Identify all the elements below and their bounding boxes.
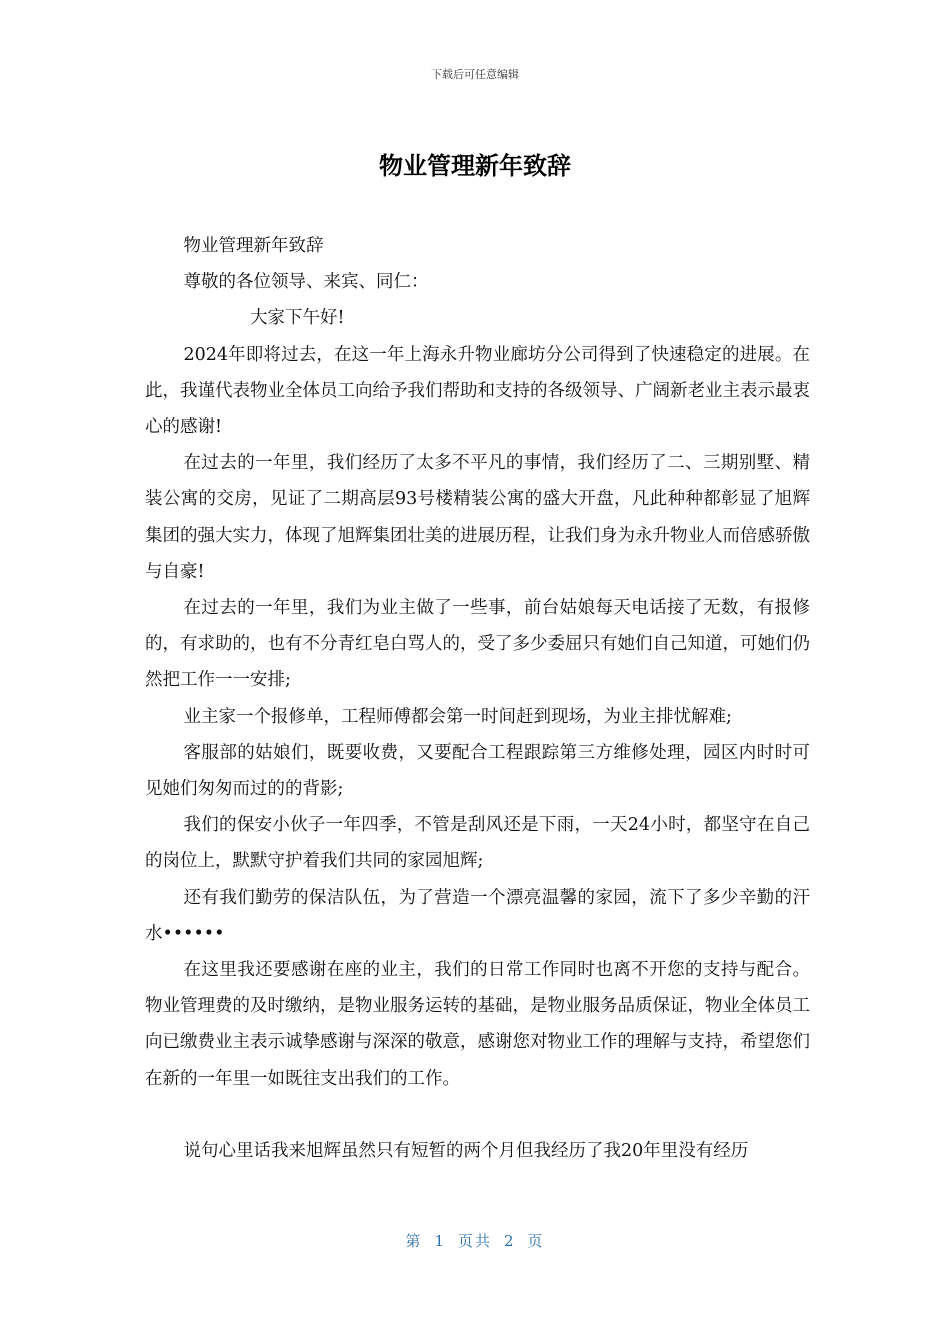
document-title: 物业管理新年致辞	[379, 152, 571, 180]
paragraph: 在过去的一年里，我们经历了太多不平凡的事情，我们经历了二、三期别墅、精装公寓的交房，见证了二期高层93号楼精装公寓的盛大开盘，凡此种种都彰显了旭辉集团的强大实力，体现了旭辉集团壮美的进展历程，让我们身为永升物业人而倍感骄傲与自豪!	[145, 453, 810, 582]
paragraph: 在过去的一年里，我们为业主做了一些事，前台姑娘每天电话接了无数，有报修的，有求助的，也有不分青红皂白骂人的，受了多少委屈只有她们自己知道，可她们仍然把工作一一安排;	[145, 598, 810, 691]
document-body	[145, 228, 810, 1169]
footer-total-pages: 2	[504, 1232, 516, 1250]
footer-suffix: 页	[527, 1232, 545, 1250]
footer-mid: 页共	[457, 1232, 492, 1250]
paragraph: 在这里我还要感谢在座的业主，我们的日常工作同时也离不开您的支持与配合。物业管理费的及时缴纳，是物业服务运转的基础，是物业服务品质保证，物业全体员工向已缴费业主表示诚挚感谢与深深的敬意，感谢您对物业工作的理解与支持，希望您们在新的一年里一如既往支出我们的工作。	[145, 960, 810, 1089]
page-footer	[0, 1230, 950, 1251]
paragraph: 我们的保安小伙子一年四季，不管是刮风还是下雨，一天24小时，都坚守在自己的岗位上，默默守护着我们共同的家园旭辉;	[145, 815, 810, 872]
header-note: 下载后可任意编辑	[431, 68, 519, 81]
paragraph: 客服部的姑娘们，既要收费，又要配合工程跟踪第三方维修处理，园区内时时可见她们匆匆而过的的背影;	[145, 742, 810, 800]
paragraph-subtitle: 物业管理新年致辞	[183, 236, 324, 256]
paragraph: 还有我们勤劳的保洁队伍，为了营造一个漂亮温馨的家园，流下了多少辛勤的汗水••••••	[145, 887, 810, 944]
paragraph: 业主家一个报修单，工程师傅都会第一时间赶到现场，为业主排忧解难;	[183, 706, 732, 727]
paragraph-greeting: 大家下午好!	[250, 308, 345, 329]
paragraph: 说句心里话我来旭辉虽然只有短暂的两个月但我经历了我20年里没有经历	[183, 1140, 749, 1161]
footer-prefix: 第	[405, 1232, 423, 1250]
paragraph: 2024年即将过去，在这一年上海永升物业廊坊分公司得到了快速稳定的进展。在此，我谨代表物业全体员工向给予我们帮助和支持的各级领导、广阔新老业主表示最衷心的感谢!	[145, 344, 810, 438]
footer-current-page: 1	[434, 1232, 446, 1250]
paragraph-salutation: 尊敬的各位领导、来宾、同仁：	[183, 272, 429, 293]
